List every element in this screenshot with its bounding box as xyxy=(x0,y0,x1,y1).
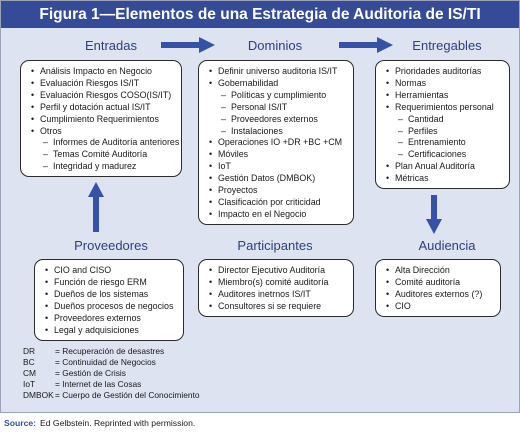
proveedores-item: • Función de riesgo ERM xyxy=(45,277,179,289)
entradas-item: • Evaluación Riesgos COSO(IS/IT) xyxy=(31,90,177,102)
entregables-item: – Cantidad xyxy=(386,114,505,126)
dominios-item: – Políticas y cumplimiento xyxy=(209,90,349,102)
entradas-item: – Integridad y madurez xyxy=(31,161,177,173)
legend-row: IoT = Internet de las Cosas xyxy=(23,379,142,390)
entradas-item: • Análisis Impacto en Negocio xyxy=(31,66,177,78)
source-credit xyxy=(4,418,195,428)
participantes-item: • Auditores inetrnos IS/IT xyxy=(209,289,349,301)
entregables-item: – Entrenamiento xyxy=(386,137,505,149)
legend-row: BC = Continuidad de Negocios xyxy=(23,357,156,368)
heading-proveedores: Proveedores xyxy=(74,238,148,253)
entradas-item: • Evaluación Riesgos IS/IT xyxy=(31,78,177,90)
entradas-item: • Perfil y dotación actual IS/IT xyxy=(31,102,177,114)
dominios-item: • Definir universo auditoria IS/IT xyxy=(209,66,349,78)
dominios-item: • Impacto en el Negocio xyxy=(209,209,349,221)
arrow-dominios-to-entregables xyxy=(339,37,395,53)
proveedores-item: • CIO and CISO xyxy=(45,265,179,277)
abbreviation-legend xyxy=(23,346,200,401)
dominios-item: • Gestión Datos (DMBOK) xyxy=(209,173,349,185)
audiencia-item: • Alta Dirección xyxy=(386,265,496,277)
participantes-item: • Director Ejecutivo Auditoría xyxy=(209,265,349,277)
arrow-entregables-to-audiencia xyxy=(426,195,442,235)
heading-entradas: Entradas xyxy=(84,38,138,53)
audiencia-item: • Comité auditoría xyxy=(386,277,496,289)
entregables-item: • Métricas xyxy=(386,173,505,185)
entregables-item: • Prioridades auditorías xyxy=(386,66,505,78)
figure-title: Figura 1—Elementos de una Estrategia de Auditoria de IS/TI xyxy=(1,1,519,28)
entradas-item: • Otros xyxy=(31,126,177,138)
participantes-item: • Consultores si se requiere xyxy=(209,301,349,313)
arrow-proveedores-to-entradas xyxy=(88,182,104,232)
source-text: Ed Gelbstein. Reprinted with permission. xyxy=(40,418,196,428)
proveedores-box xyxy=(34,259,184,341)
dominios-item: – Instalaciones xyxy=(209,126,349,138)
heading-participantes: Participantes xyxy=(237,238,313,253)
heading-entregables: Entregables xyxy=(412,38,482,53)
entradas-item: – Temas Comité Auditoría xyxy=(31,149,177,161)
dominios-item: • Operaciones IO +DR +BC +CM xyxy=(209,137,349,149)
dominios-box xyxy=(198,60,354,225)
legend-row: DMBOK= Cuerpo de Gestión del Conocimiento xyxy=(23,390,200,401)
entregables-box xyxy=(375,60,510,189)
entregables-item: • Herramientas xyxy=(386,90,505,102)
arrow-entradas-to-dominios xyxy=(161,37,217,53)
entregables-list xyxy=(376,61,509,185)
dominios-item: – Personal IS/IT xyxy=(209,102,349,114)
entradas-box xyxy=(20,60,182,177)
dominios-item: – Proveedores externos xyxy=(209,114,349,126)
proveedores-item: • Legal y adquisiciones xyxy=(45,325,179,337)
entradas-item: • Cumplimiento Requerimientos xyxy=(31,114,177,126)
proveedores-item: • Dueños de los sistemas xyxy=(45,289,179,301)
proveedores-item: • Proveedores externos xyxy=(45,313,179,325)
legend-row: DR = Recuperación de desastres xyxy=(23,346,165,356)
heading-audiencia: Audiencia xyxy=(418,238,476,253)
participantes-list xyxy=(199,260,353,313)
source-label: Source: xyxy=(4,418,36,428)
dominios-item: • IoT xyxy=(209,161,349,173)
audiencia-item: • CIO xyxy=(386,301,496,313)
legend-row: CM = Gestión de Crisis xyxy=(23,368,126,379)
dominios-item: • Gobernabilidad xyxy=(209,78,349,90)
audiencia-box xyxy=(375,259,501,317)
audiencia-item: • Auditores externos (?) xyxy=(386,289,496,301)
dominios-list xyxy=(199,61,353,221)
entradas-item: – Informes de Auditoría anteriores xyxy=(31,137,177,149)
dominios-item: • Proyectos xyxy=(209,185,349,197)
entregables-item: – Certificaciones xyxy=(386,149,505,161)
entregables-item: • Requerimientos personal xyxy=(386,102,505,114)
dominios-item: • Móviles xyxy=(209,149,349,161)
proveedores-list xyxy=(35,260,183,336)
participantes-box xyxy=(198,259,354,317)
participantes-item: • Miembro(s) comité auditoría xyxy=(209,277,349,289)
entregables-item: – Perfiles xyxy=(386,126,505,138)
heading-dominios: Dominios xyxy=(247,38,303,53)
entregables-item: • Plan Anual Auditoría xyxy=(386,161,505,173)
dominios-item: • Clasificación por criticidad xyxy=(209,197,349,209)
audiencia-list xyxy=(376,260,500,313)
entradas-list xyxy=(21,61,181,173)
proveedores-item: • Dueños procesos de negocios xyxy=(45,301,179,313)
entregables-item: • Normas xyxy=(386,78,505,90)
